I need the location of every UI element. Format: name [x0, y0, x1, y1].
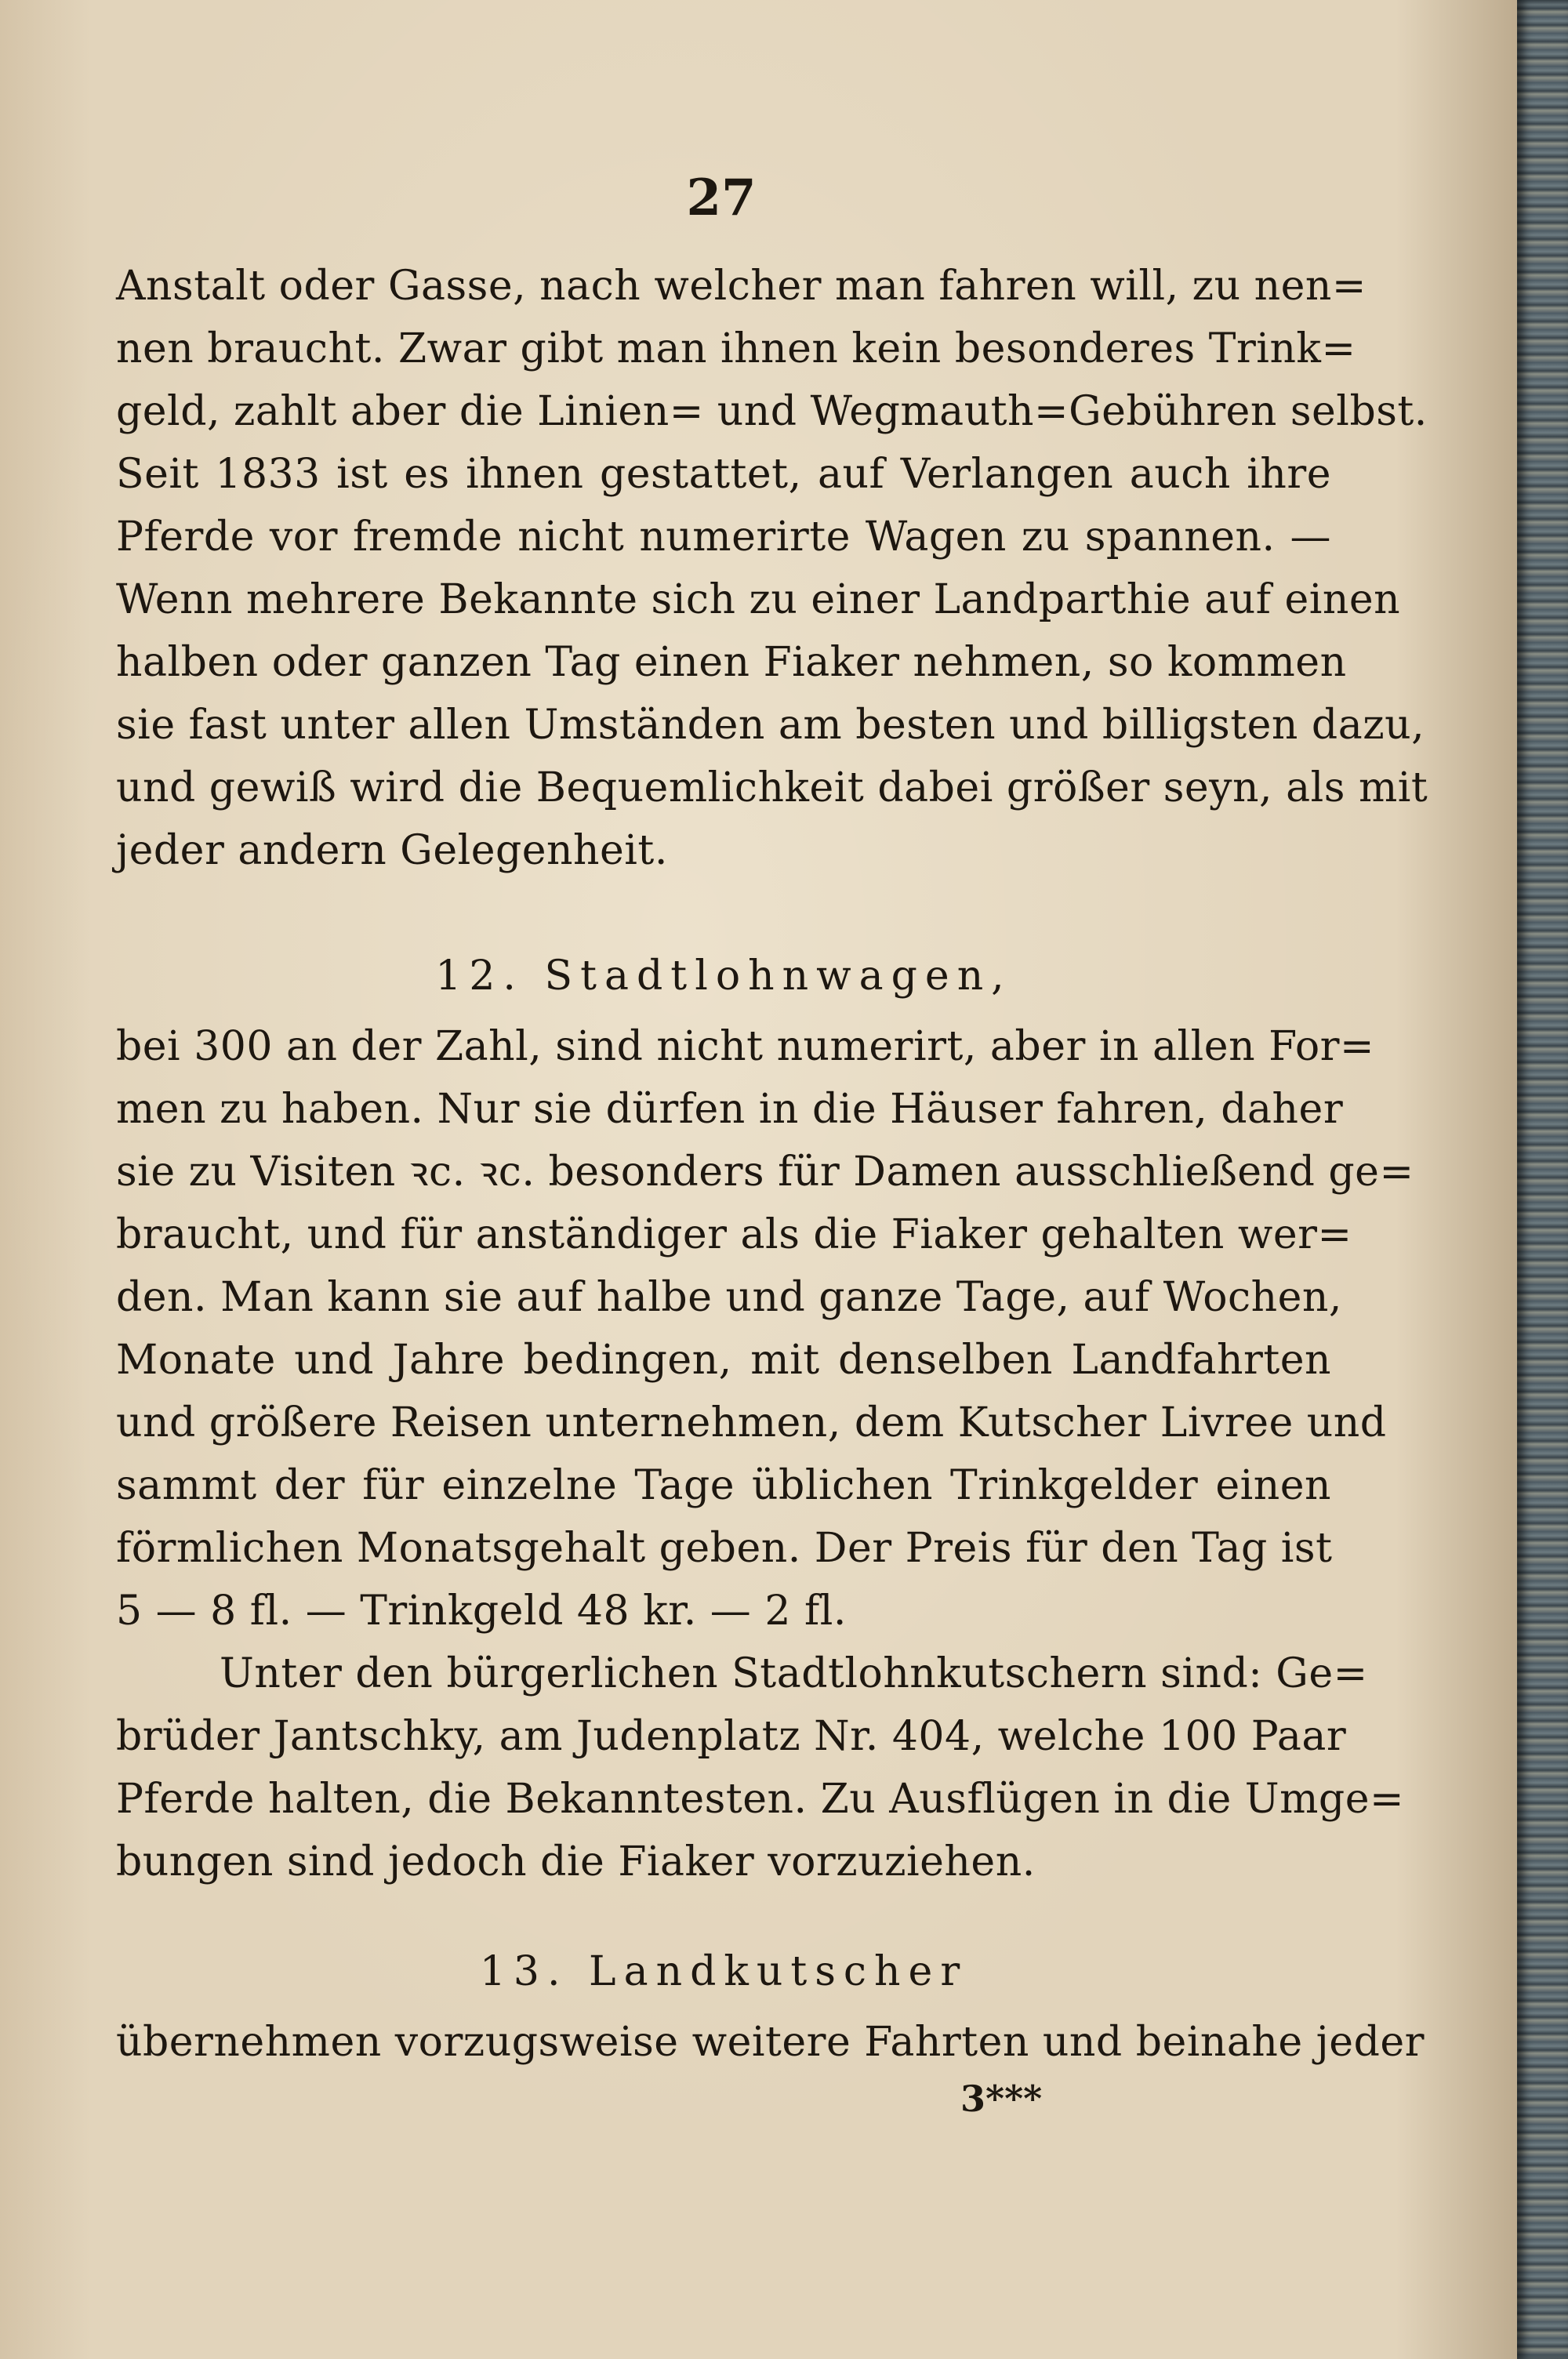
- text-line: men zu haben. Nur sie dürfen in die Häuser fahren, daher: [116, 1086, 1344, 1133]
- text-line: förmlichen Monatsgehalt geben. Der Preis für den Tag ist: [116, 1525, 1333, 1572]
- text-line: und größere Reisen unternehmen, dem Kutscher Livree und: [116, 1399, 1387, 1446]
- text-line: sie zu Visiten ꝛc. ꝛc. besonders für Damen ausschließend ge=: [116, 1149, 1414, 1196]
- page-number: 27: [686, 169, 757, 227]
- text-line: den. Man kann sie auf halbe und ganze Tage, auf Wochen,: [116, 1274, 1342, 1321]
- text-line: Wenn mehrere Bekannte sich zu einer Landparthie auf einen: [116, 576, 1401, 623]
- text-line: sammt der für einzelne Tage üblichen Trinkgelder einen: [116, 1462, 1331, 1509]
- text-line: braucht, und für anständiger als die Fiaker gehalten wer=: [116, 1211, 1352, 1258]
- text-line: jeder andern Gelegenheit.: [116, 827, 668, 874]
- text-line: bei 300 an der Zahl, sind nicht numerirt, aber in allen For=: [116, 1023, 1375, 1070]
- section-heading-12: 12. Stadtlohnwagen,: [435, 953, 1012, 1000]
- text-line: geld, zahlt aber die Linien= und Wegmauth=Gebühren selbst.: [116, 388, 1428, 435]
- text-line: halben oder ganzen Tag einen Fiaker nehmen, so kommen: [116, 639, 1347, 686]
- text-line: sie fast unter allen Umständen am besten und billigsten dazu,: [116, 702, 1425, 749]
- section-heading-13: 13. Landkutscher: [479, 1948, 968, 1995]
- text-line: Anstalt oder Gasse, nach welcher man fahren will, zu nen=: [116, 263, 1367, 310]
- text-line: und gewiß wird die Bequemlichkeit dabei größer seyn, als mit: [116, 764, 1428, 811]
- text-line: Monate und Jahre bedingen, mit denselben Landfahrten: [116, 1337, 1331, 1384]
- text-line: Pferde halten, die Bekanntesten. Zu Ausflügen in die Umge=: [116, 1776, 1405, 1823]
- text-line: Unter den bürgerlichen Stadtlohnkutschern sind: Ge=: [220, 1650, 1368, 1697]
- text-line: übernehmen vorzugsweise weitere Fahrten und beinahe jeder: [116, 2019, 1425, 2066]
- text-line: bungen sind jedoch die Fiaker vorzuziehen.: [116, 1838, 1036, 1885]
- text-line: 5 — 8 fl. — Trinkgeld 48 kr. — 2 fl.: [116, 1588, 847, 1635]
- text-line: Pferde vor fremde nicht numerirte Wagen zu spannen. —: [116, 514, 1331, 561]
- printer-signature-mark: 3***: [960, 2078, 1043, 2120]
- text-line: brüder Jantschky, am Judenplatz Nr. 404, welche 100 Paar: [116, 1713, 1347, 1760]
- text-line: Seit 1833 ist es ihnen gestattet, auf Verlangen auch ihre: [116, 451, 1331, 498]
- text-line: nen braucht. Zwar gibt man ihnen kein besonderes Trink=: [116, 325, 1356, 372]
- marbled-page-edge: [1517, 0, 1568, 2359]
